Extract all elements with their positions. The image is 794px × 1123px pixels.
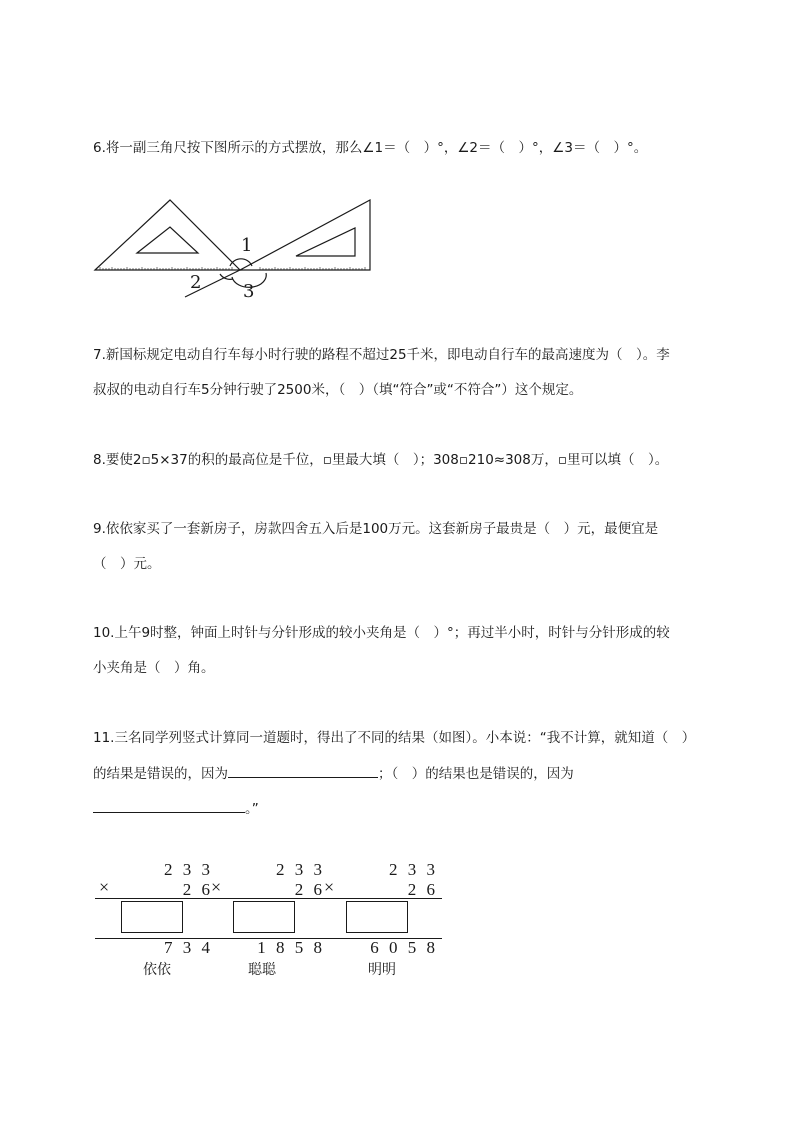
times-sign: × — [324, 877, 335, 897]
question-10-line-1: 10.上午9时整，钟面上时针与分针形成的较小夹角是（ ）°；再过半小时，时针与分针形成的较 — [93, 625, 670, 641]
calculation-mingming — [318, 860, 448, 980]
multiplier: 2 6 — [294, 880, 325, 899]
triangle-rulers-figure — [90, 195, 380, 305]
right-triangle-cutout — [296, 228, 355, 256]
question-6: 6.将一副三角尺按下图所示的方式摆放，那么∠1＝（ ）°，∠2＝（ ）°，∠3＝（ ）°。 — [93, 140, 648, 156]
hidden-partial-products-box — [121, 901, 183, 933]
multiplicand: 2 3 3 — [276, 860, 325, 879]
multiplier: 2 6 — [182, 880, 213, 899]
underline-top — [207, 898, 329, 899]
multiplicand: 2 3 3 — [164, 860, 213, 879]
result: 6 0 5 8 — [370, 938, 438, 957]
times-sign: × — [99, 877, 110, 897]
question-11-text-a: 的结果是错误的，因为 — [93, 766, 228, 782]
result: 7 3 4 — [164, 938, 213, 957]
question-11-text-c: 。” — [245, 801, 259, 817]
angle-label-3: 3 — [243, 281, 255, 302]
student-name: 依依 — [143, 962, 171, 978]
question-11-line-3 — [93, 798, 259, 818]
hidden-partial-products-box — [346, 901, 408, 933]
left-triangle-ruler — [95, 200, 240, 270]
question-8: 8.要使2▫5×37的积的最高位是千位，▫里最大填（ ）；308▫210≈308万，▫里可以填（ ）。 — [93, 452, 669, 468]
underline-top — [320, 898, 442, 899]
multiplier: 2 6 — [407, 880, 438, 899]
question-11-line-1: 11.三名同学列竖式计算同一道题时，得出了不同的结果（如图）。小本说：“我不计算，就知道（ ） — [93, 730, 696, 746]
question-7-line-1: 7.新国标规定电动自行车每小时行驶的路程不超过25千米，即电动自行车的最高速度为（ ）。李 — [93, 347, 670, 363]
multiplicand: 2 3 3 — [389, 860, 438, 879]
underline-top — [95, 898, 217, 899]
left-triangle-cutout — [137, 227, 198, 253]
question-10-line-2: 小夹角是（ ）角。 — [93, 660, 215, 676]
angle-label-2: 2 — [190, 272, 202, 293]
calculation-yiyi — [93, 860, 223, 980]
hidden-partial-products-box — [233, 901, 295, 933]
student-name: 聪聪 — [248, 962, 276, 978]
student-name: 明明 — [368, 962, 396, 978]
question-11-line-2 — [93, 763, 574, 783]
calculation-congcong — [205, 860, 335, 980]
question-9-line-2: （ ）元。 — [93, 556, 161, 572]
question-7-line-2: 叔叔的电动自行车5分钟行驶了2500米，（ ）（填“符合”或“不符合”）这个规定。 — [93, 382, 583, 398]
answer-blank-2[interactable] — [93, 798, 245, 813]
right-triangle-ruler — [240, 200, 370, 270]
question-9-line-1: 9.依依家买了一套新房子，房款四舍五入后是100万元。这套新房子最贵是（ ）元，最便宜是 — [93, 521, 659, 537]
angle-label-1: 1 — [241, 235, 253, 256]
question-11-text-b: ；（ ）的结果也是错误的，因为 — [378, 766, 574, 782]
times-sign: × — [211, 877, 222, 897]
result: 1 8 5 8 — [257, 938, 325, 957]
answer-blank-1[interactable] — [228, 763, 378, 778]
